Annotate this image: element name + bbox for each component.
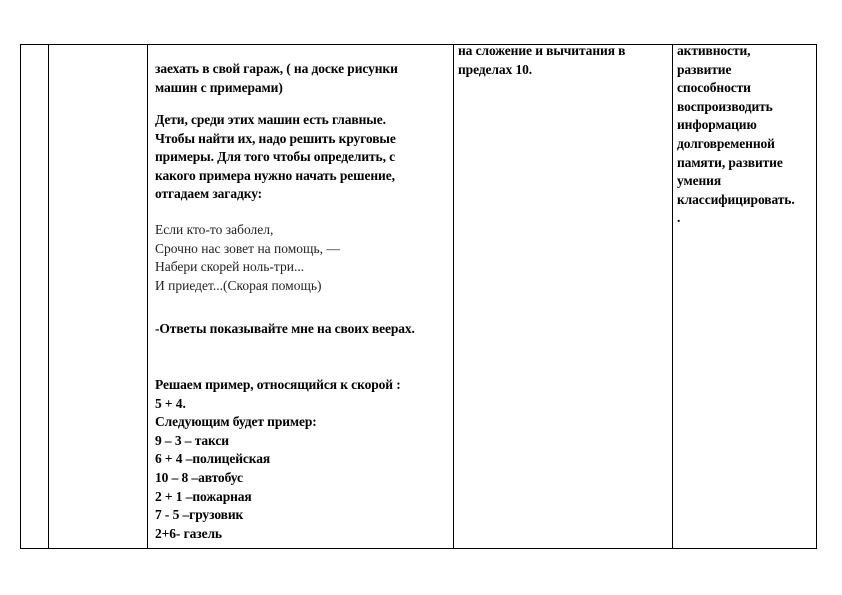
column5-text (677, 42, 795, 228)
table-bottom-border (20, 548, 817, 549)
lesson-paragraph-main-cars (155, 111, 396, 204)
text-line: классифицировать. (677, 191, 795, 207)
riddle-line: Если кто-то заболел, (155, 222, 274, 237)
text-line: пределах 10. (458, 61, 533, 77)
next-label: Следующим будет пример: (155, 414, 317, 430)
table-col-border-1 (20, 44, 21, 549)
instruction-line (155, 320, 415, 339)
text-line: заехать в свой гараж, ( на доске рисунки (155, 61, 398, 76)
solve-intro: Решаем пример, относящийся к скорой : (155, 377, 401, 392)
text-line: информацию (677, 117, 757, 133)
text-line: развитие (677, 61, 732, 77)
text-line: памяти, развитие (677, 154, 783, 170)
riddle-block (155, 221, 340, 295)
table-col-border-2 (48, 44, 49, 549)
riddle-line: И приедет...(Скорая помощь) (155, 277, 322, 293)
column4-text (458, 42, 625, 79)
lesson-paragraph-garage (155, 60, 398, 97)
text-line: долговременной (677, 135, 775, 151)
example-line: 7 - 5 –грузовик (155, 507, 244, 523)
example-line: 10 – 8 –автобус (155, 469, 243, 485)
text-line: на сложение и вычитания в (458, 43, 626, 58)
text-line: . (677, 210, 681, 226)
text-line: отгадаем загадку: (155, 186, 263, 202)
example-line: 2 + 1 –пожарная (155, 488, 252, 504)
text-line: Чтобы найти их, надо решить круговые (155, 130, 396, 146)
text-line: способности (677, 80, 751, 96)
table-col-border-3 (147, 44, 148, 549)
example-line: 2+6- газель (155, 525, 222, 541)
text-line: воспроизводить (677, 98, 773, 114)
table-col-border-5 (672, 44, 673, 549)
table-col-border-6 (816, 44, 817, 549)
riddle-line: Срочно нас зовет на помощь, — (155, 240, 340, 256)
text-line: какого примера нужно начать решение, (155, 167, 395, 183)
text-line: активности, (677, 43, 751, 58)
text-line: Дети, среди этих машин есть главные. (155, 112, 386, 127)
examples-block (155, 376, 401, 543)
table-col-border-4 (453, 44, 454, 549)
text-line: -Ответы показывайте мне на своих веерах. (155, 321, 415, 336)
first-example: 5 + 4. (155, 395, 186, 411)
riddle-line: Набери скорей ноль-три... (155, 259, 305, 275)
text-line: примеры. Для того чтобы определить, с (155, 149, 396, 165)
example-line: 9 – 3 – такси (155, 432, 229, 448)
text-line: машин с примерами) (155, 79, 283, 95)
text-line: умения (677, 173, 722, 189)
example-line: 6 + 4 –полицейская (155, 451, 271, 467)
